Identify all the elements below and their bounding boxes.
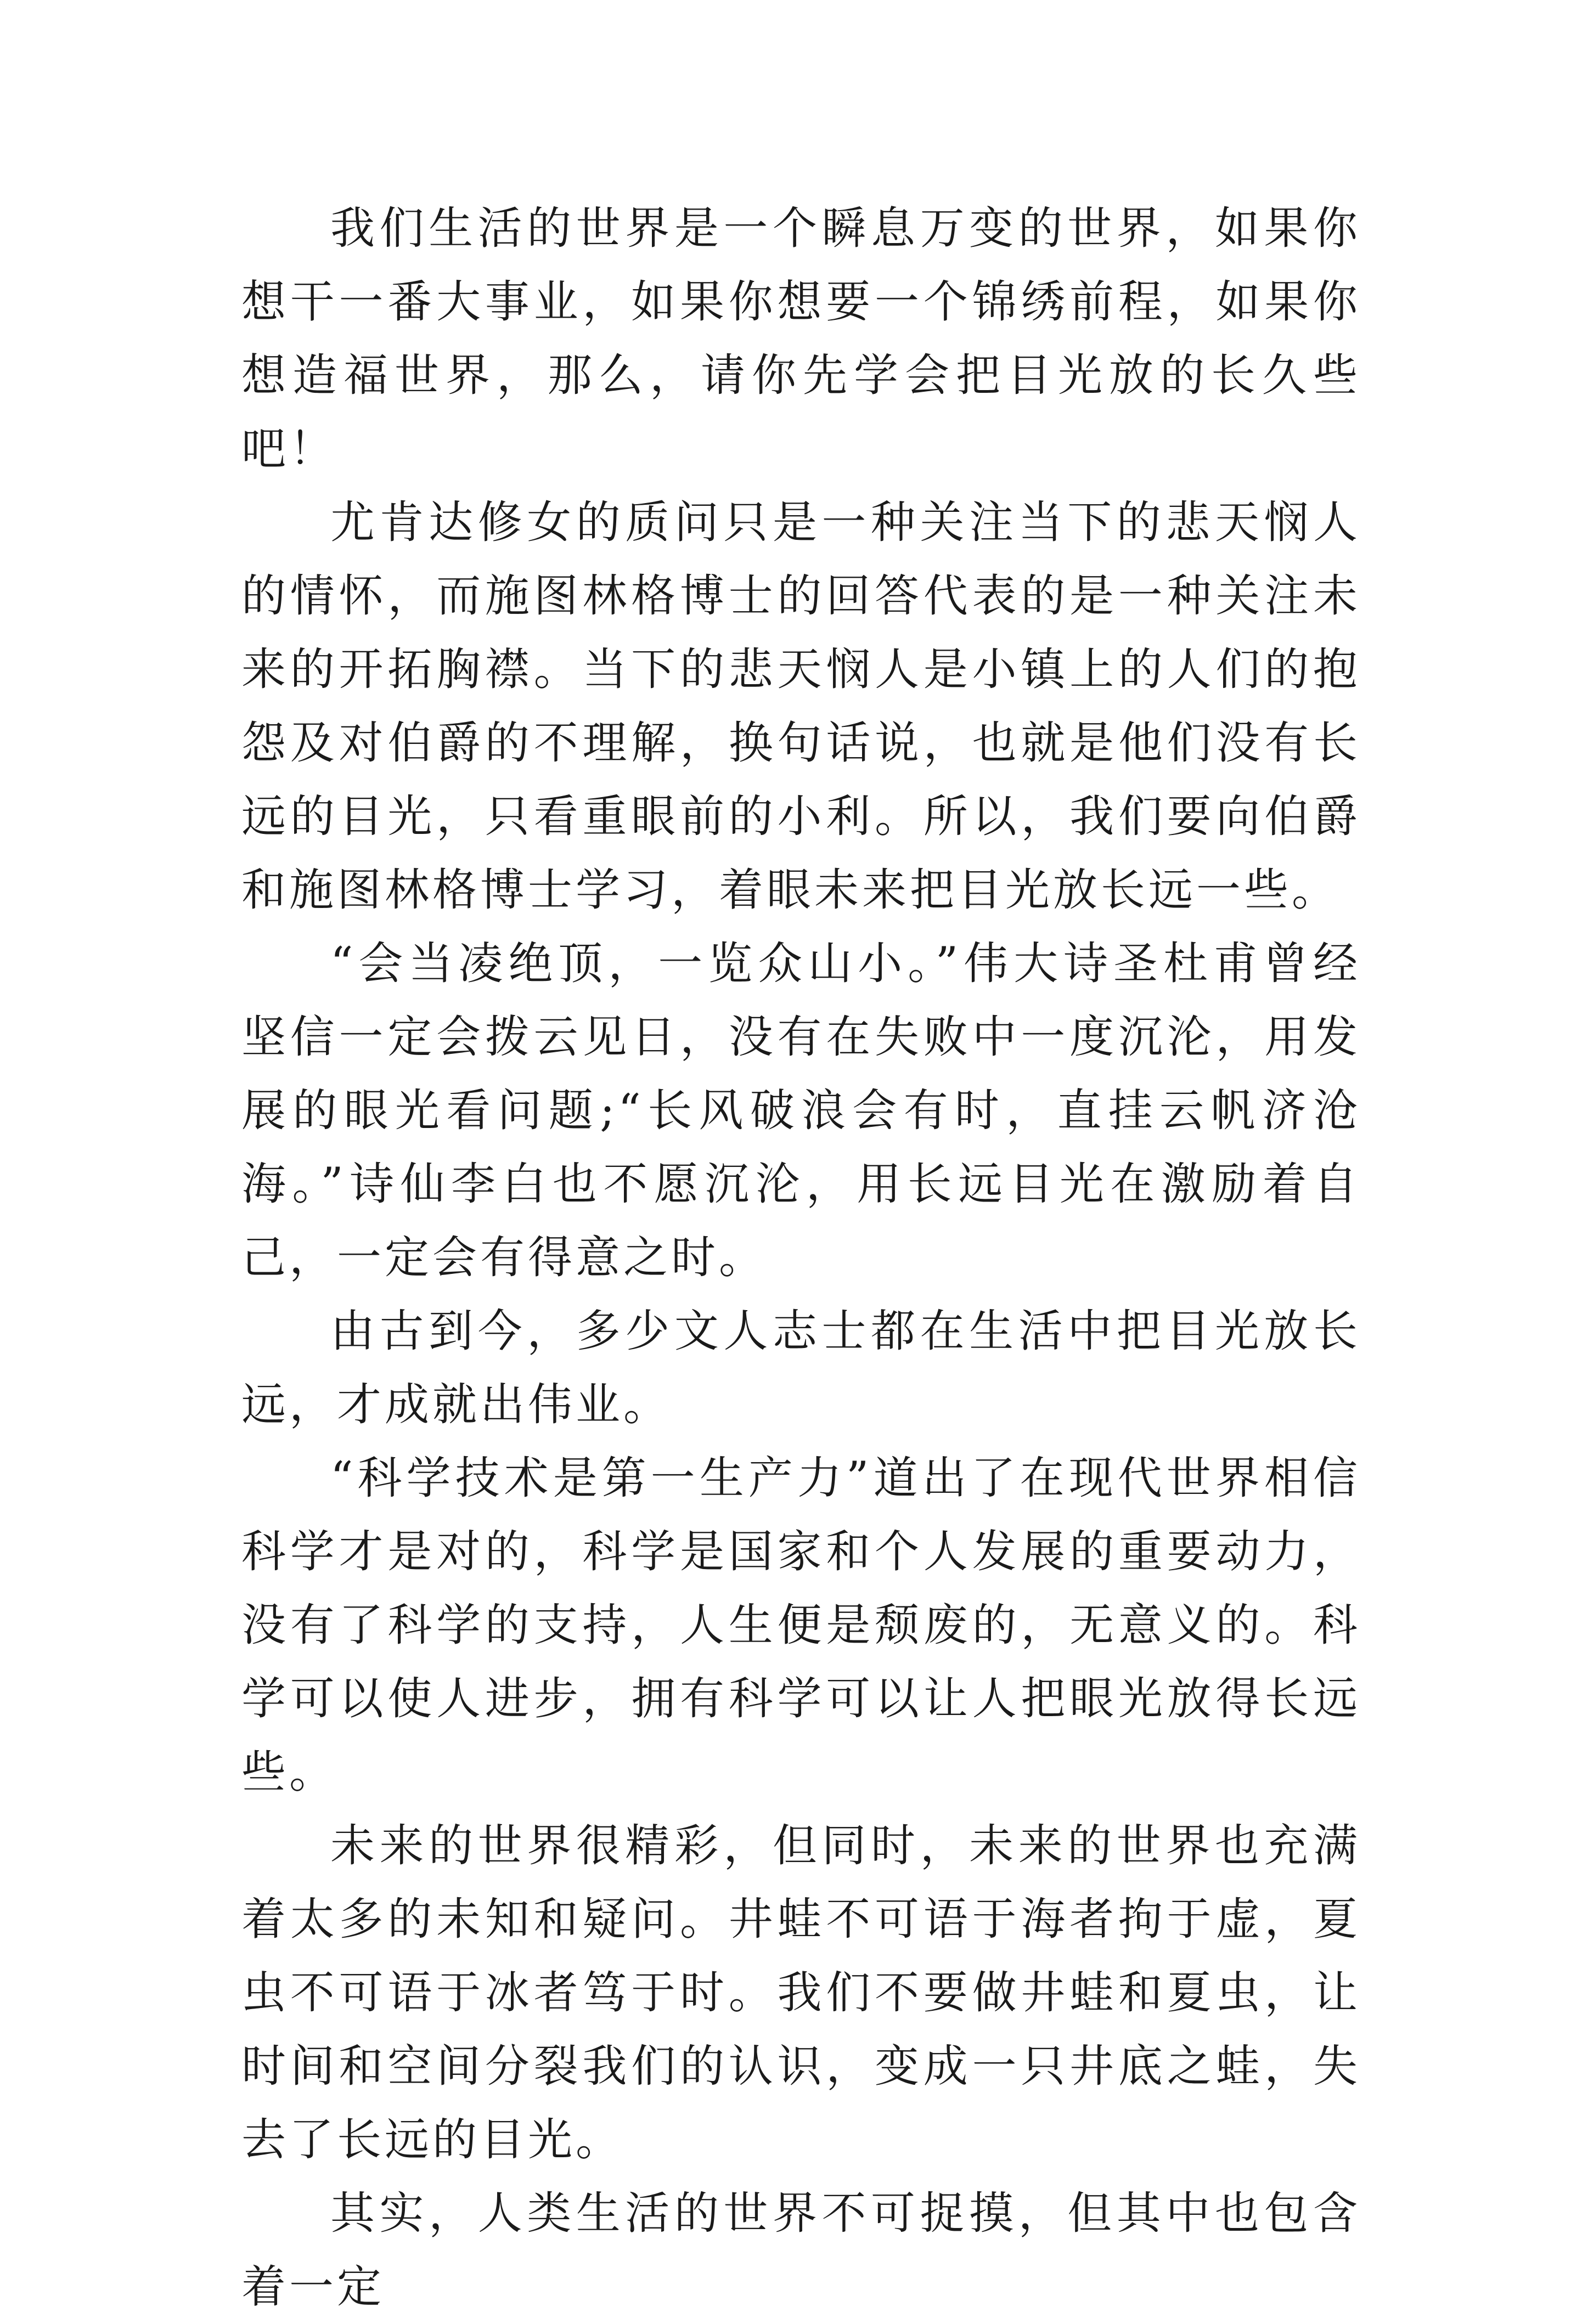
paragraph-2: 尤肯达修女的质问只是一种关注当下的悲天悯人的情怀，而施图林格博士的回答代表的是一种关注未来的开拓胸襟。当下的悲天悯人是小镇上的人们的抱怨及对伯爵的不理解，换句话说，也就是他们没有长远的目光，只看重眼前的小利。所以，我们要向伯爵和施图林格博士学习，着眼未来把目光放长远一些。	[241, 497, 1361, 916]
paragraph-1: 我们生活的世界是一个瞬息万变的世界，如果你想干一番大事业，如果你想要一个锦绣前程，如果你想造福世界，那么，请你先学会把目光放的长久些吧！	[241, 203, 1361, 475]
paragraph-3: “会当凌绝顶，一览众山小。”伟大诗圣杜甫曾经坚信一定会拨云见日，没有在失败中一度沉沦，用发展的眼光看问题;“长风破浪会有时，直挂云帆济沧海。”诗仙李白也不愿沉沦，用长远目光在激励着自己，一定会有得意之时。	[241, 938, 1361, 1284]
paragraph-7: 其实，人类生活的世界不可捉摸，但其中也包含着一定	[241, 2188, 1361, 2313]
paragraph-6: 未来的世界很精彩，但同时，未来的世界也充满着太多的未知和疑问。井蛙不可语于海者拘于虚，夏虫不可语于冰者笃于时。我们不要做井蛙和夏虫，让时间和空间分裂我们的认识，变成一只井底之蛙，失去了长远的目光。	[241, 1820, 1361, 2166]
document-body	[241, 192, 1361, 2324]
paragraph-4: 由古到今，多少文人志士都在生活中把目光放长远，才成就出伟业。	[241, 1306, 1361, 1431]
paragraph-5: “科学技术是第一生产力”道出了在现代世界相信科学才是对的，科学是国家和个人发展的重要动力，没有了科学的支持，人生便是颓废的，无意义的。科学可以使人进步，拥有科学可以让人把眼光放得长远些。	[241, 1453, 1361, 1798]
